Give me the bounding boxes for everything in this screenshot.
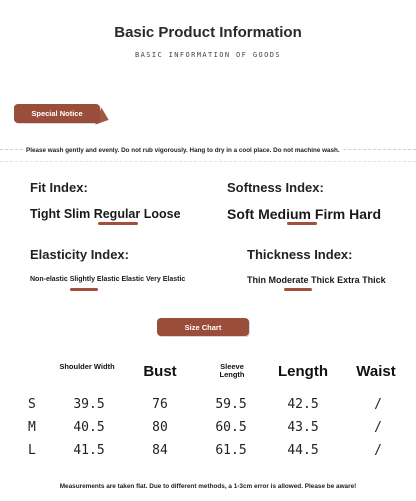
thickness-option-thick: Thick [311,275,335,285]
cell-bust: 84 [152,443,168,458]
fit-index-scale [30,207,181,221]
column-header-length: Length [278,363,328,380]
elasticity-option-very-elastic: Very Elastic [145,276,186,283]
page-subtitle: BASIC INFORMATION OF GOODS [135,51,281,59]
softness-index-label: Softness Index: [227,180,324,195]
softness-index-scale [227,206,381,222]
page-title: Basic Product Information [114,24,302,41]
cell-sleeve-length: 59.5 [215,397,247,412]
fit-option-slim: Slim [63,207,91,221]
cell-length: 44.5 [287,443,319,458]
softness-option-medium: Medium [258,206,311,222]
column-header-sleeve-length: Sleeve Length [219,362,245,379]
column-header-waist: Waist [356,363,396,380]
fit-option-loose: Loose [143,207,181,221]
cell-bust: 76 [152,397,168,412]
care-instructions: Please wash gently and evenly. Do not rub vigorously. Hang to dry in a cool place. Do not machine wash. [26,147,340,154]
cell-waist: / [374,420,382,435]
elasticity-index-scale [30,276,185,283]
thickness-option-extra-thick: Extra Thick [337,275,386,285]
cell-length: 43.5 [287,420,319,435]
elasticity-option-non-elastic: Non-elastic [30,276,68,283]
cell-sleeve-length: 61.5 [215,443,247,458]
column-header-shoulder-width: Shoulder Width [59,362,115,371]
cell-length: 42.5 [287,397,319,412]
elasticity-selected-marker [70,288,98,291]
fit-option-regular: Regular [93,207,141,221]
thickness-option-moderate: Moderate [268,275,309,285]
softness-option-soft: Soft [227,206,255,222]
cell-bust: 80 [152,420,168,435]
size-label: L [28,443,36,458]
cell-waist: / [374,397,382,412]
fit-option-tight: Tight [30,207,61,221]
cell-shoulder-width: 40.5 [73,420,105,435]
column-header-bust: Bust [143,363,177,380]
fit-selected-marker [98,222,138,225]
softness-option-firm: Firm [314,206,346,222]
size-chart-badge: Size Chart [157,318,249,336]
size-label: S [28,397,36,412]
cell-waist: / [374,443,382,458]
softness-option-hard: Hard [349,206,382,222]
cell-shoulder-width: 41.5 [73,443,105,458]
thickness-selected-marker [284,288,312,291]
thickness-index-scale [247,275,386,285]
cell-sleeve-length: 60.5 [215,420,247,435]
elasticity-index-label: Elasticity Index: [30,247,129,262]
elasticity-option-elastic: Elastic [121,276,145,283]
thickness-index-label: Thickness Index: [247,247,353,262]
notice-divider-lower [0,161,416,162]
measurement-disclaimer: Measurements are taken flat. Due to different methods, a 1-3cm error is allowed. Please be aware! [59,483,357,490]
size-label: M [28,420,36,435]
cell-shoulder-width: 39.5 [73,397,105,412]
elasticity-option-slightly-elastic: Slightly Elastic [69,276,120,283]
fit-index-label: Fit Index: [30,180,88,195]
thickness-option-thin: Thin [247,275,266,285]
special-notice-badge: Special Notice [14,104,100,123]
softness-selected-marker [287,222,317,225]
